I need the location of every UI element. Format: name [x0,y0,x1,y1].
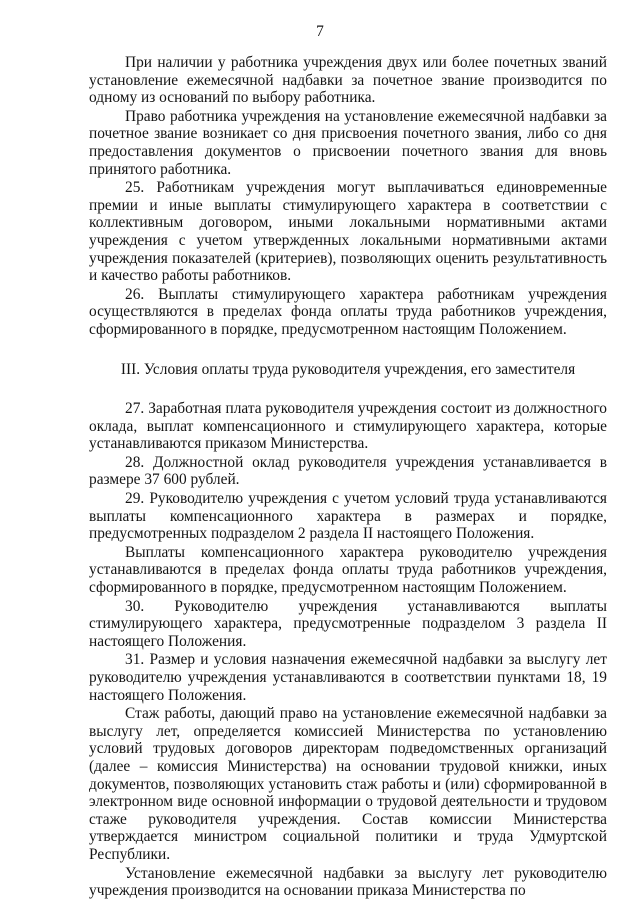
paragraph-item-31: 31. Размер и условия назначения ежемесячной надбавки за выслугу лет руководителю учреждения устанавливаются в соответствии пунктами 18, 19 настоящего Положения. [89,651,607,704]
page-number: 7 [316,23,324,40]
paragraph-item-29: 29. Руководителю учреждения с учетом условий труда устанавливаются выплаты компенсационного характера в размерах и порядке, предусмотренных подразделом 2 раздела II настоящего Положения. [89,490,607,543]
paragraph-compensation-fund: Выплаты компенсационного характера руководителю учреждения устанавливаются в пределах фонда оплаты труда работников учреждения, сформированного в порядке, предусмотренном настоящим Положением. [89,543,607,597]
paragraph-item-30: 30. Руководителю учреждения устанавливаются выплаты стимулирующего характера, предусмотренные подразделом 3 раздела II настоящего Положения. [89,597,607,650]
paragraph-service-length: Стаж работы, дающий право на установление ежемесячной надбавки за выслугу лет, определяется комиссией Министерства по установлению условий трудовых договоров директорам подведомственных организаций (далее – комиссия Министерства) на основании трудовой книжки, иных документов, позволяющих установить стаж работы и (или) сформированной в электронном виде основной информации о трудовой деятельности и трудовом стаже руководителя учреждения. Состав комиссии Министерства утверждается министром социальной политики и труда Удмуртской Республики. [89,705,607,863]
document-body [89,54,607,901]
paragraph-item-27: 27. Заработная плата руководителя учреждения состоит из должностного оклада, выплат компенсационного и стимулирующего характера, которые устанавливаются приказом Министерства. [89,400,607,453]
paragraph-item-26: 26. Выплаты стимулирующего характера работникам учреждения осуществляются в пределах фонда оплаты труда работников учреждения, сформированного в порядке, предусмотренном настоящим Положением. [89,285,607,338]
paragraph-item-28: 28. Должностной оклад руководителя учреждения устанавливается в размере 37 600 рублей. [89,453,607,489]
paragraph-honorary-titles-choice: При наличии у работника учреждения двух или более почетных званий установление ежемесячной надбавки за почетное звание производится по одному из оснований по выбору работника. [89,54,607,107]
paragraph-bonus-establishment: Установление ежемесячной надбавки за выслугу лет руководителю учреждения производится на основании приказа Министерства по [89,864,607,900]
paragraph-item-25: 25. Работникам учреждения могут выплачиваться единовременные премии и иные выплаты стимулирующего характера в соответствии с коллективным договором, иными локальными нормативными актами учреждения с учетом утвержденных локальными нормативными актами учреждения показателей (критериев), позволяющих оценить результативность и качество работы работников. [89,179,607,285]
section-heading: III. Условия оплаты труда руководителя учреждения, его заместителя [120,360,576,378]
paragraph-honorary-title-right: Право работника учреждения на установление ежемесячной надбавки за почетное звание возникает со дня присвоения почетного звания, либо со дня предоставления документов о присвоении почетного звания для вновь принятого работника. [89,107,607,178]
